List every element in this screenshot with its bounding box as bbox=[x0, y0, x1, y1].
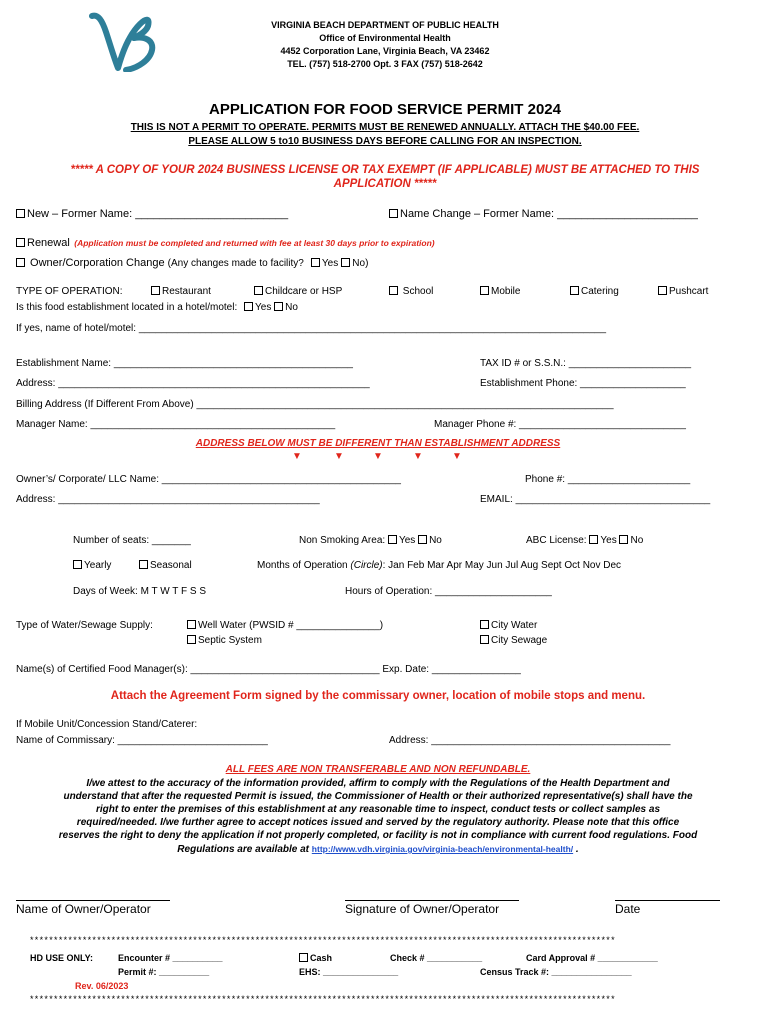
email-field[interactable]: EMAIL: ___________________________________ bbox=[480, 494, 711, 505]
manager-name-field[interactable]: Manager Name: ____________________________________________ bbox=[16, 419, 336, 430]
license-notice: ***** A COPY OF YOUR 2024 BUSINESS LICENSE OR TAX EXEMPT (IF APPLICABLE) MUST BE ATTACHED TO THIS bbox=[70, 164, 700, 176]
checkbox-icon[interactable] bbox=[16, 258, 25, 267]
billing-address-field[interactable]: Billing Address (If Different From Above) ___________________________________________________________________________ bbox=[16, 399, 614, 410]
checkbox-icon[interactable] bbox=[73, 560, 82, 569]
mobile-label: If Mobile Unit/Concession Stand/Caterer: bbox=[16, 719, 198, 730]
months-of-operation[interactable]: Months of Operation (Circle): Jan Feb Mar Apr May Jun Jul Aug Sept Oct Nov Dec bbox=[257, 560, 622, 571]
signature-line[interactable] bbox=[345, 900, 519, 901]
manager-phone-field[interactable]: Manager Phone #: ______________________________ bbox=[434, 419, 686, 430]
seats-field[interactable]: Number of seats: _______ bbox=[73, 535, 191, 546]
office-address: 4452 Corporation Lane, Virginia Beach, VA 23462 bbox=[280, 46, 490, 56]
checkbox-icon[interactable] bbox=[274, 302, 283, 311]
permit-number-field[interactable]: Permit #: __________ bbox=[118, 967, 210, 977]
date-line[interactable] bbox=[615, 900, 720, 901]
type-childcare[interactable]: Childcare or HSP bbox=[254, 286, 342, 297]
city-sewage-option[interactable]: City Sewage bbox=[480, 635, 547, 646]
owner-name-label: Name of Owner/Operator bbox=[16, 902, 151, 916]
new-application[interactable]: New – Former Name: _________________________ bbox=[16, 208, 288, 220]
checkbox-icon[interactable] bbox=[658, 286, 667, 295]
checkbox-icon[interactable] bbox=[311, 258, 320, 267]
checkbox-icon[interactable] bbox=[570, 286, 579, 295]
office-name: Office of Environmental Health bbox=[319, 33, 451, 43]
checkbox-icon[interactable] bbox=[480, 635, 489, 644]
checkbox-icon[interactable] bbox=[389, 286, 398, 295]
attest-line-last: Regulations are available at http://www.vdh.virginia.gov/virginia-beach/environmental-health/ . bbox=[177, 844, 579, 855]
cash-option[interactable]: Cash bbox=[299, 953, 332, 963]
city-water-option[interactable]: City Water bbox=[480, 620, 537, 631]
checkbox-icon[interactable] bbox=[388, 535, 397, 544]
septic-option[interactable]: Septic System bbox=[187, 635, 262, 646]
attest-line: reserves the right to deny the application if not properly completed, or facility is not in compliance with current food regulations. Food bbox=[58, 830, 698, 841]
water-label: Type of Water/Sewage Supply: bbox=[16, 620, 153, 631]
renewal-note: (Application must be completed and returned with fee at least 30 days prior to expiration) bbox=[74, 238, 435, 248]
checkbox-icon[interactable] bbox=[16, 209, 25, 218]
checkbox-icon[interactable] bbox=[187, 635, 196, 644]
regulations-link[interactable]: http://www.vdh.virginia.gov/virginia-beach/environmental-health/ bbox=[311, 844, 574, 854]
type-school[interactable]: School bbox=[389, 286, 433, 297]
divider-stars: ************************************************************************************************************************** bbox=[30, 994, 616, 1004]
attest-line: required/needed. I/we further agree to accept notices issued and served by the regulatory authority. Please note that this office bbox=[76, 817, 680, 828]
ehs-field[interactable]: EHS: _______________ bbox=[299, 967, 399, 977]
establishment-name-field[interactable]: Establishment Name: ___________________________________________ bbox=[16, 358, 353, 369]
checkbox-icon[interactable] bbox=[389, 209, 398, 218]
checkbox-icon[interactable] bbox=[151, 286, 160, 295]
date-label: Date bbox=[615, 902, 641, 916]
hours-field[interactable]: Hours of Operation: _____________________ bbox=[345, 586, 552, 597]
attach-notice: Attach the Agreement Form signed by the commissary owner, location of mobile stops and menu. bbox=[110, 690, 646, 702]
hotel-question: Is this food establishment located in a hotel/motel: Yes No bbox=[16, 302, 298, 313]
type-restaurant[interactable]: Restaurant bbox=[151, 286, 211, 297]
type-label: TYPE OF OPERATION: bbox=[16, 286, 123, 297]
checkbox-icon[interactable] bbox=[480, 286, 489, 295]
checkbox-icon[interactable] bbox=[619, 535, 628, 544]
name-change[interactable]: Name Change – Former Name: _______________________ bbox=[389, 208, 698, 220]
checkbox-icon[interactable] bbox=[480, 620, 489, 629]
divider-stars: ************************************************************************************************************************** bbox=[30, 935, 616, 945]
tax-id-field[interactable]: TAX ID # or S.S.N.: ______________________ bbox=[480, 358, 692, 369]
subtitle-permit: THIS IS NOT A PERMIT TO OPERATE. PERMITS MUST BE RENEWED ANNUALLY. ATTACH THE $40.00 FEE. bbox=[130, 122, 640, 133]
owner-name-line[interactable] bbox=[16, 900, 170, 901]
encounter-field[interactable]: Encounter # __________ bbox=[118, 953, 223, 963]
checkbox-icon[interactable] bbox=[341, 258, 350, 267]
establishment-phone-field[interactable]: Establishment Phone: ___________________ bbox=[480, 378, 686, 389]
arrow-down-icon: ▼ bbox=[373, 451, 383, 462]
dept-name: VIRGINIA BEACH DEPARTMENT OF PUBLIC HEALTH bbox=[271, 20, 499, 30]
page-title: APPLICATION FOR FOOD SERVICE PERMIT 2024 bbox=[208, 101, 561, 118]
owner-address-field[interactable]: Address: _______________________________________________ bbox=[16, 494, 320, 505]
census-track-field[interactable]: Census Track #: ________________ bbox=[480, 967, 632, 977]
commissary-name-field[interactable]: Name of Commissary: ___________________________ bbox=[16, 735, 268, 746]
check-number-field[interactable]: Check # ___________ bbox=[390, 953, 483, 963]
checkbox-icon[interactable] bbox=[16, 238, 25, 247]
checkbox-icon[interactable] bbox=[299, 953, 308, 962]
checkbox-icon[interactable] bbox=[187, 620, 196, 629]
checkbox-icon[interactable] bbox=[254, 286, 263, 295]
vb-logo-icon bbox=[88, 10, 170, 72]
type-pushcart[interactable]: Pushcart bbox=[658, 286, 708, 297]
seasonal-option[interactable]: Seasonal bbox=[139, 560, 192, 571]
abc-license: ABC License: Yes No bbox=[526, 535, 644, 546]
arrow-down-icon: ▼ bbox=[413, 451, 423, 462]
yearly-option[interactable]: Yearly bbox=[73, 560, 111, 571]
checkbox-icon[interactable] bbox=[589, 535, 598, 544]
card-approval-field[interactable]: Card Approval # ____________ bbox=[526, 953, 658, 963]
address-notice: ADDRESS BELOW MUST BE DIFFERENT THAN ESTABLISHMENT ADDRESS bbox=[195, 438, 561, 449]
signature-label: Signature of Owner/Operator bbox=[345, 902, 500, 916]
commissary-address-field[interactable]: Address: ___________________________________________ bbox=[389, 735, 671, 746]
checkbox-icon[interactable] bbox=[418, 535, 427, 544]
fees-notice: ALL FEES ARE NON TRANSFERABLE AND NON REFUNDABLE. bbox=[225, 764, 531, 775]
revision-date: Rev. 06/2023 bbox=[75, 981, 129, 991]
nonsmoking: Non Smoking Area: Yes No bbox=[299, 535, 442, 546]
renewal[interactable]: Renewal (Application must be completed and returned with fee at least 30 days prior to expiration) bbox=[16, 233, 435, 251]
owner-change[interactable]: Owner/Corporation Change (Any changes made to facility? Yes No) bbox=[16, 257, 368, 269]
subtitle-inspection: PLEASE ALLOW 5 to10 BUSINESS DAYS BEFORE CALLING FOR AN INSPECTION. bbox=[188, 136, 582, 147]
checkbox-icon[interactable] bbox=[139, 560, 148, 569]
certified-food-manager-field[interactable]: Name(s) of Certified Food Manager(s): __________________________________ Exp. Date: ________________ bbox=[16, 664, 521, 675]
days-of-week[interactable]: Days of Week: M T W T F S S bbox=[73, 586, 206, 597]
well-water-option[interactable]: Well Water (PWSID # _______________) bbox=[187, 620, 383, 631]
arrow-down-icon: ▼ bbox=[292, 451, 302, 462]
type-mobile[interactable]: Mobile bbox=[480, 286, 520, 297]
attest-line: I/we attest to the accuracy of the information provided, affirm to comply with the Regulations of the Health Department and bbox=[86, 778, 670, 789]
owner-phone-field[interactable]: Phone #: ______________________ bbox=[525, 474, 691, 485]
owner-name-field[interactable]: Owner’s/ Corporate/ LLC Name: ___________________________________________ bbox=[16, 474, 401, 485]
checkbox-icon[interactable] bbox=[244, 302, 253, 311]
address-field[interactable]: Address: ________________________________________________________ bbox=[16, 378, 370, 389]
attest-line: right to enter the premises of this establishment at any reasonable time to inspect, conduct tests or collect samples as bbox=[95, 804, 661, 815]
type-catering[interactable]: Catering bbox=[570, 286, 619, 297]
hd-use-label: HD USE ONLY: bbox=[30, 953, 94, 963]
attest-line: understand that after the requested Permit is issued, the Commissioner of Health or their authorized representative(s) shall have the bbox=[63, 791, 693, 802]
office-phone: TEL. (757) 518-2700 Opt. 3 FAX (757) 518-2642 bbox=[287, 59, 483, 69]
license-notice-2: APPLICATION ***** bbox=[333, 178, 437, 190]
arrow-down-icon: ▼ bbox=[334, 451, 344, 462]
arrow-down-icon: ▼ bbox=[452, 451, 462, 462]
hotel-name-field[interactable]: If yes, name of hotel/motel: ____________________________________________________________________________________ bbox=[16, 323, 607, 334]
